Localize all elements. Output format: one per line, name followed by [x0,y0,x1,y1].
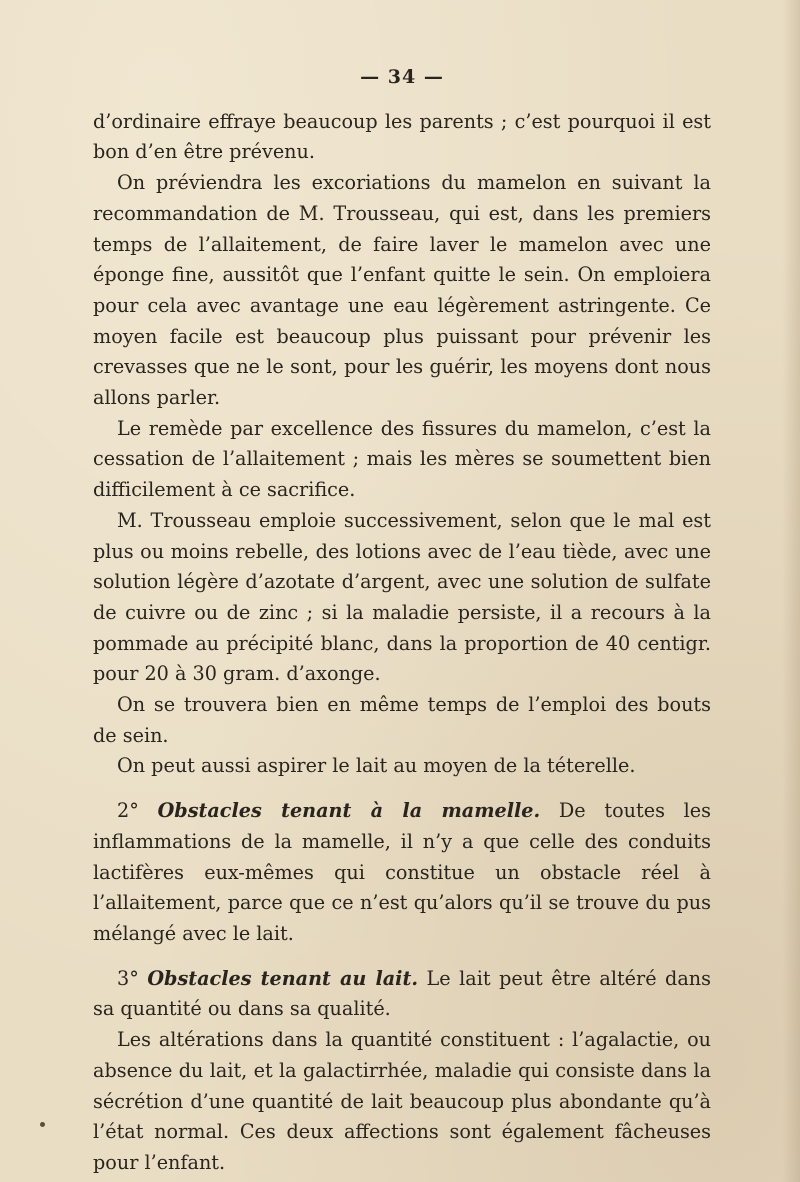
section-3-heading: Obstacles tenant au lait. [147,966,419,990]
paragraph-2: On préviendra les excoriations du mamelon en suivant la recommandation de M. Trousseau, qui est, dans les premiers temps de l’allaitement, de faire laver le mamelon avec une éponge fine, aussitôt que l’enfant quitte le sein. On emploiera pour cela avec avantage une eau légèrement astringente. Ce moyen facile est beaucoup plus puissant pour prévenir les crevasses que ne le sont, pour les guérir, les moyens dont nous allons parler. [93,171,711,410]
section-2-text: De toutes les inflammations de la mamelle, il n’y a que celle des conduits lactifères eux-mêmes qui constitue un obstacle réel à l’allaitement, parce que ce n’est qu’alors qu’il se trouve du pus mélangé avec le lait. [93,799,712,945]
section-3 [93,964,711,1025]
section-2 [93,796,711,950]
page-edge-shadow [782,0,800,1182]
section-2-number: 2° [117,799,139,823]
paragraph-4: M. Trousseau emploie successivement, selon que le mal est plus ou moins rebelle, des lotions avec de l’eau tiède, avec une solution légère d’azotate d’argent, avec une solution de sulfate de cuivre ou de zinc ; si la maladie persiste, il a recours à la pommade au précipité blanc, dans la proportion de 40 centigr. pour 20 à 30 gram. d’axonge. [93,508,711,686]
section-3-paragraph: Les altérations dans la quantité constituent : l’agalactie, ou absence du lait, et la galactirrhée, maladie qui consiste dans la sécrétion d’une quantité de lait beaucoup plus abondante qu’à l’état normal. Ces deux affections sont également fâcheuses pour l’enfant. [93,1028,711,1174]
paragraph-1: d’ordinaire effraye beaucoup les parents ; c’est pourquoi il est bon d’en être prévenu. [93,109,711,164]
section-3-number: 3° [117,966,139,990]
section-3-text: Le lait peut être altéré dans sa quantité ou dans sa qualité. [93,966,711,1021]
page-number: — 34 — [360,66,444,88]
paragraph-3: Le remède par excellence des fissures du mamelon, c’est la cessation de l’allaitement ; mais les mères se soumettent bien difficilement à ce sacrifice. [93,416,711,502]
paragraph-5: On se trouvera bien en même temps de l’emploi des bouts de sein. [93,693,711,747]
section-2-heading: Obstacles tenant à la mamelle. [157,799,541,823]
paper-speck [40,1122,45,1127]
paragraph-6: On peut aussi aspirer le lait au moyen de la téterelle. [117,754,636,778]
text-block [93,62,711,1179]
